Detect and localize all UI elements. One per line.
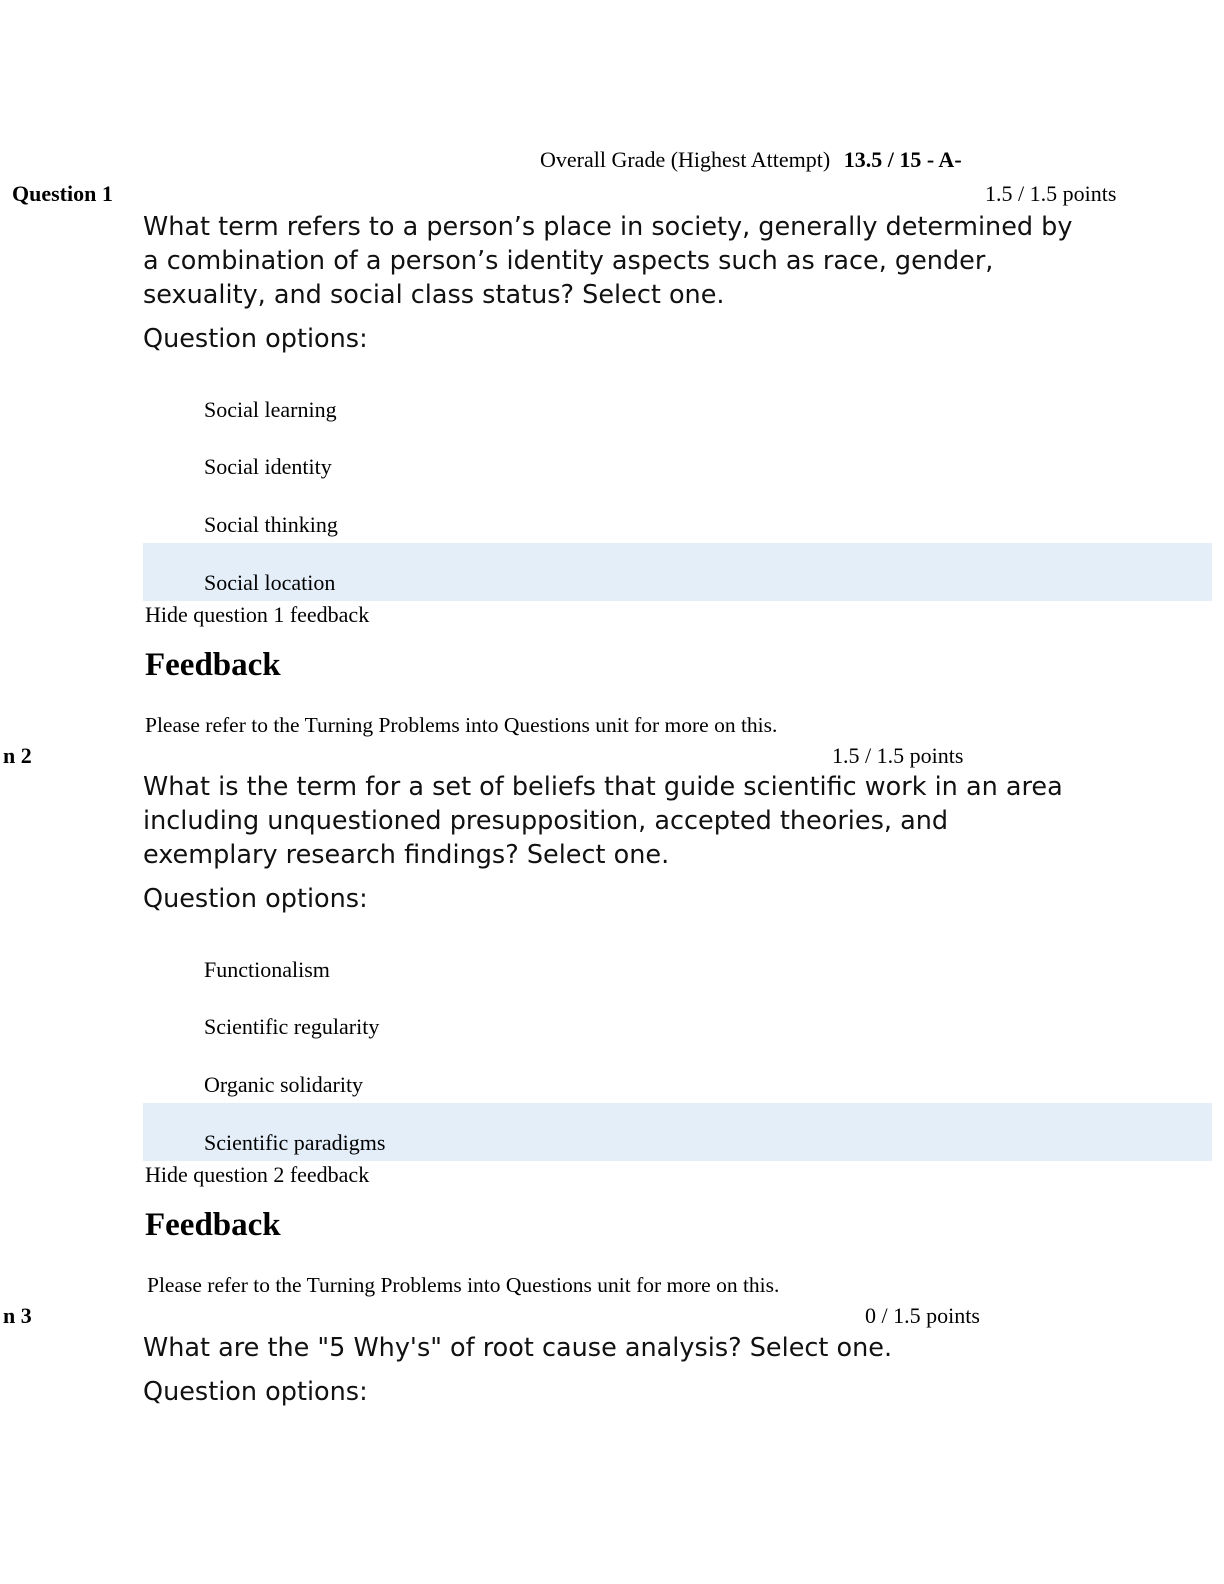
question-2-feedback-title: Feedback	[145, 1207, 281, 1243]
question-2-option-3[interactable]: Organic solidarity	[204, 1072, 364, 1097]
overall-grade	[540, 147, 962, 173]
question-1-option-2[interactable]: Social identity	[204, 454, 332, 479]
question-1-option-4[interactable]: Social location	[204, 570, 336, 595]
question-3-points: 0 / 1.5 points	[865, 1303, 980, 1328]
question-3-options-label: Question options:	[143, 1377, 368, 1407]
question-1-text: What term refers to a person’s place in society, generally determined by a combination of a person’s identity aspects such as race, gender, sexuality, and social class status? Select one.	[143, 212, 1073, 310]
hide-question-1-feedback-link[interactable]: Hide question 1 feedback	[145, 602, 370, 627]
question-2-label: n 2	[3, 743, 32, 768]
question-2-option-2[interactable]: Scientific regularity	[204, 1014, 380, 1039]
question-2-feedback-text: Please refer to the Turning Problems into Questions unit for more on this.	[147, 1273, 780, 1297]
question-2-text: What is the term for a set of beliefs that guide scientific work in an area including unquestioned presupposition, accepted theories, and exemplary research findings? Select one.	[143, 772, 1063, 870]
question-2-options-label: Question options:	[143, 884, 368, 914]
question-1-option-3[interactable]: Social thinking	[204, 512, 338, 537]
question-2-option-4[interactable]: Scientific paradigms	[204, 1130, 386, 1155]
overall-grade-label: Overall Grade (Highest Attempt)	[540, 147, 831, 172]
question-1-option-1[interactable]: Social learning	[204, 397, 337, 422]
question-3-label: n 3	[3, 1303, 32, 1328]
question-1-options-label: Question options:	[143, 324, 368, 354]
question-1-feedback-title: Feedback	[145, 647, 281, 683]
overall-grade-value: 13.5 / 15 - A-	[843, 147, 962, 172]
question-2-points: 1.5 / 1.5 points	[832, 743, 964, 768]
hide-question-2-feedback-link[interactable]: Hide question 2 feedback	[145, 1162, 370, 1187]
question-1-feedback-text: Please refer to the Turning Problems into Questions unit for more on this.	[145, 713, 778, 737]
question-3-text: What are the "5 Why's" of root cause analysis? Select one.	[143, 1333, 893, 1363]
question-2-option-1[interactable]: Functionalism	[204, 957, 330, 982]
question-1-points: 1.5 / 1.5 points	[985, 181, 1117, 206]
question-1-label: Question 1	[12, 181, 113, 206]
